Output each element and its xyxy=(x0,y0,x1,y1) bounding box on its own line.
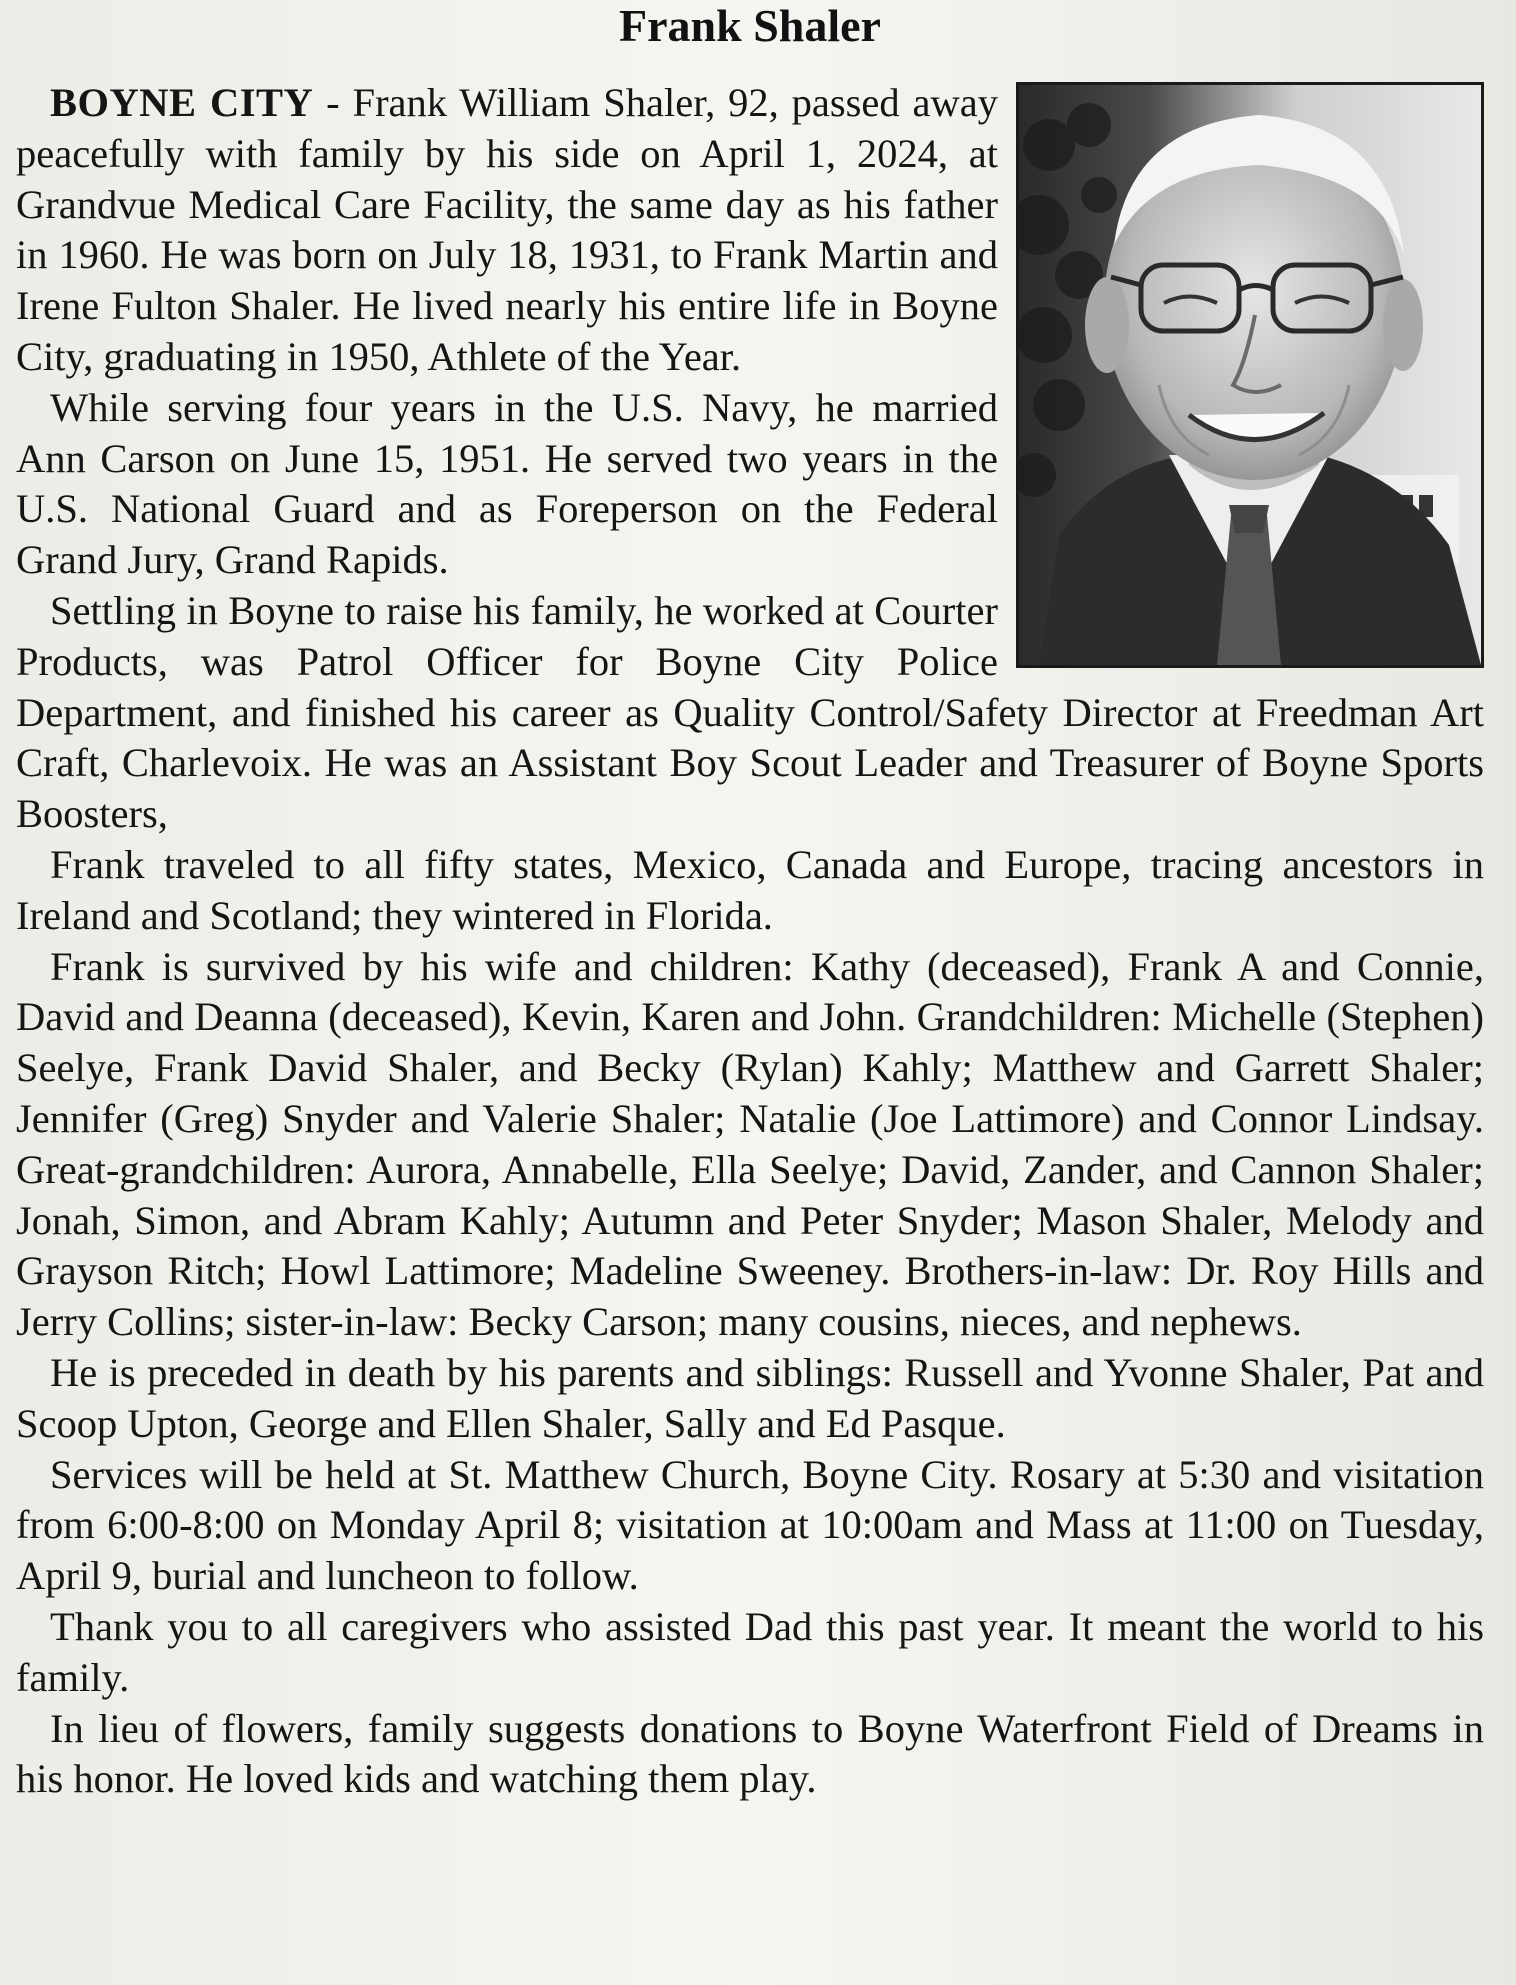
paragraph-donations: In lieu of flowers, family suggests donations to Boyne Waterfront Field of Dreams in his honor. He loved kids and watching them play. xyxy=(16,1705,1484,1802)
paragraph-services: Services will be held at St. Matthew Church, Boyne City. Rosary at 5:30 and visitation from 6:00-8:00 on Monday April 8; visitation at 10:00am and Mass at 11:00 on Tuesday, April 9, burial and luncheon to follow. xyxy=(16,1451,1484,1599)
dateline-city: BOYNE CITY xyxy=(50,80,314,125)
paragraph-thanks: Thank you to all caregivers who assisted Dad this past year. It meant the world to his family. xyxy=(16,1603,1484,1700)
paragraph-preceded-by: He is preceded in death by his parents and siblings: Russell and Yvonne Shaler, Pat and Scoop Upton, George and Ellen Shaler, Sally and Ed Pasque. xyxy=(16,1349,1484,1446)
paragraph-navy: While serving four years in the U.S. Navy, he married Ann Carson on June 15, 1951. He served two years in the U.S. National Guard and as Foreperson on the Federal Grand Jury, Grand Rapids. xyxy=(16,384,998,583)
portrait-photo xyxy=(1016,82,1484,668)
obituary-title: Frank Shaler xyxy=(619,0,881,51)
paragraph-career: Settling in Boyne to raise his family, he worked at Courter Products, was Patrol Officer for Boyne City Police Department, and finished his career as Quality Control/Safety Director at Freedman Art Craft, Charlevoix. He was an Assistant Boy Scout Leader and Treasurer of Boyne Sports Boosters, xyxy=(16,587,1484,837)
paragraph-survived-by: Frank is survived by his wife and children: Kathy (deceased), Frank A and Connie, David and Deanna (deceased), Kevin, Karen and John. Grandchildren: Michelle (Stephen) Seelye, Frank David Shaler, and Becky (Rylan) Kahly; Matthew and Garrett Shaler; Jennifer (Greg) Snyder and Valerie Shaler; Natalie (Joe Lattimore) and Connor Lindsay. Great-grandchildren: Aurora, Annabelle, Ella Seelye; David, Zander, and Cannon Shaler; Jonah, Simon, and Abram Kahly; Autumn and Peter Snyder; Mason Shaler, Melody and Grayson Ritch; Howl Lattimore; Madeline Sweeney. Brothers-in-law: Dr. Roy Hills and Jerry Collins; sister-in-law: Becky Carson; many cousins, nieces, and nephews. xyxy=(16,943,1484,1345)
paragraph-intro-text: - Frank William Shaler, 92, passed away peacefully with family by his side on April 1, 2024, at Grandvue Medical Care Facility, the same day as his father in 1960. He was born on July 18, 1931, to Frank Martin and Irene Fulton Shaler. He lived nearly his entire life in Boyne City, graduating in 1950, Athlete of the Year. xyxy=(16,80,998,379)
obituary-body xyxy=(16,78,1484,1805)
paragraph-travel: Frank traveled to all fifty states, Mexico, Canada and Europe, tracing ancestors in Ireland and Scotland; they wintered in Florida. xyxy=(16,841,1484,938)
